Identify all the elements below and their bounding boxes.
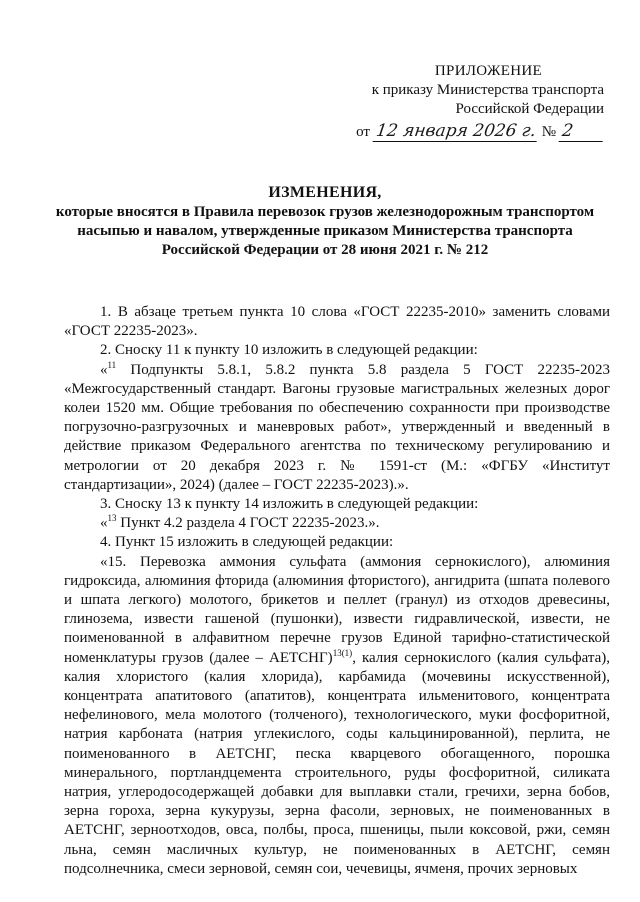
- quote-open: «: [100, 515, 108, 532]
- footnote-mark-13-1: 13(1): [332, 647, 353, 658]
- appendix-line-ministry: Российской Федерации: [455, 101, 604, 117]
- paragraph-15-end: , калия сернокислого (калия сульфата), калия хлористого (калия хлорида), карбамида (мочевины искусственной), концентрата апатитового (апатитов), концентрата ильменитового, концентрата нефелинового, мела молотого (толченого), технологического, муки фосфоритной, натрия карбоната (натрия углекислого, соды кальцинированной), перлита, не поименованного в АЕТСНГ, песка кварцевого обогащенного, порошка минерального, портландцемента строительного, руды фосфоритной, силиката натрия, углеродосодержащей добавки для выплавки стали, гречихи, зерна бобов, зерна гороха, зерна кукурузы, зерна фасоли, зерновых, не поименованных в АЕТСНГ, зерноотходов, овса, полбы, проса, пшеницы, пыли коксовой, ржи, семян льна, семян масличных культур, не поименованных в АЕТСНГ, семян подсолнечника, смеси зерновой, семян сои, чечевицы, ячменя, прочих зерновых: [64, 649, 610, 877]
- from-label: от: [356, 124, 370, 140]
- quote-open: «: [100, 361, 108, 378]
- document-title: [40, 183, 610, 260]
- paragraph-footnote-13: [64, 514, 610, 533]
- footnote-mark-13: 13: [107, 513, 117, 524]
- footnote-13-text: Пункт 4.2 раздела 4 ГОСТ 22235-2023.».: [116, 515, 380, 532]
- paragraph-footnote-11: [64, 361, 610, 495]
- document-body: [64, 303, 610, 879]
- handwritten-number: 2: [559, 122, 606, 142]
- footnote-mark-11: 11: [107, 359, 117, 370]
- title-subtitle: которые вносятся в Правила перевозок грузов железнодорожным транспортом насыпью и навалом, утвержденные приказом Министерства транспорта Российской Федерации от 28 июня 2021 г. № 212: [55, 204, 595, 258]
- paragraph-15-start: «15. Перевозка аммония сульфата (аммония сернокислого), алюминия гидроксида, алюминия фторида (алюминия фтористого), ангидрита (шпата полевого и шпата легкого) молотого, брикетов и пеллет (гранул) из отходов древесины, глинозема, извести гашеной (пушонки), извести гидравлической, извести, не поименованной в алфавитном перечне грузов Единой тарифно-статистической номенклатуры грузов (далее – АЕТСНГ): [64, 553, 610, 666]
- paragraph-2: 2. Сноску 11 к пункту 10 изложить в следующей редакции:: [100, 342, 478, 359]
- paragraph-15: [64, 553, 610, 879]
- paragraph-3: 3. Сноску 13 к пункту 14 изложить в следующей редакции:: [100, 496, 479, 513]
- appendix-block: [344, 62, 604, 142]
- paragraph-1: 1. В абзаце третьем пункта 10 слова «ГОСТ 22235-2010» заменить словами «ГОСТ 22235-2023».: [64, 304, 610, 340]
- order-date-line: [344, 120, 604, 142]
- footnote-11-text: Подпункты 5.8.1, 5.8.2 пункта 5.8 раздела 5 ГОСТ 22235-2023 «Межгосударственный стандарт. Вагоны грузовые магистральных железных дорог колеи 1520 мм. Общие требования по обеспечению сохранности при производстве погрузочно-разгрузочных и маневровых работ», утвержденный и введенный в действие приказом Федерального агентства по техническому регулированию и метрологии от 20 декабря 2023 г. № 1591-ст (М.: «ФГБУ «Институт стандартизации», 2024) (далее – ГОСТ 22235-2023).».: [64, 361, 610, 493]
- appendix-line-order: к приказу Министерства транспорта: [371, 82, 604, 98]
- title-main: ИЗМЕНЕНИЯ,: [268, 184, 382, 201]
- number-label: №: [541, 124, 556, 140]
- appendix-heading: ПРИЛОЖЕНИЕ: [434, 63, 542, 79]
- paragraph-4: 4. Пункт 15 изложить в следующей редакции:: [100, 534, 394, 551]
- handwritten-date: 12 января 2026 г.: [373, 122, 540, 142]
